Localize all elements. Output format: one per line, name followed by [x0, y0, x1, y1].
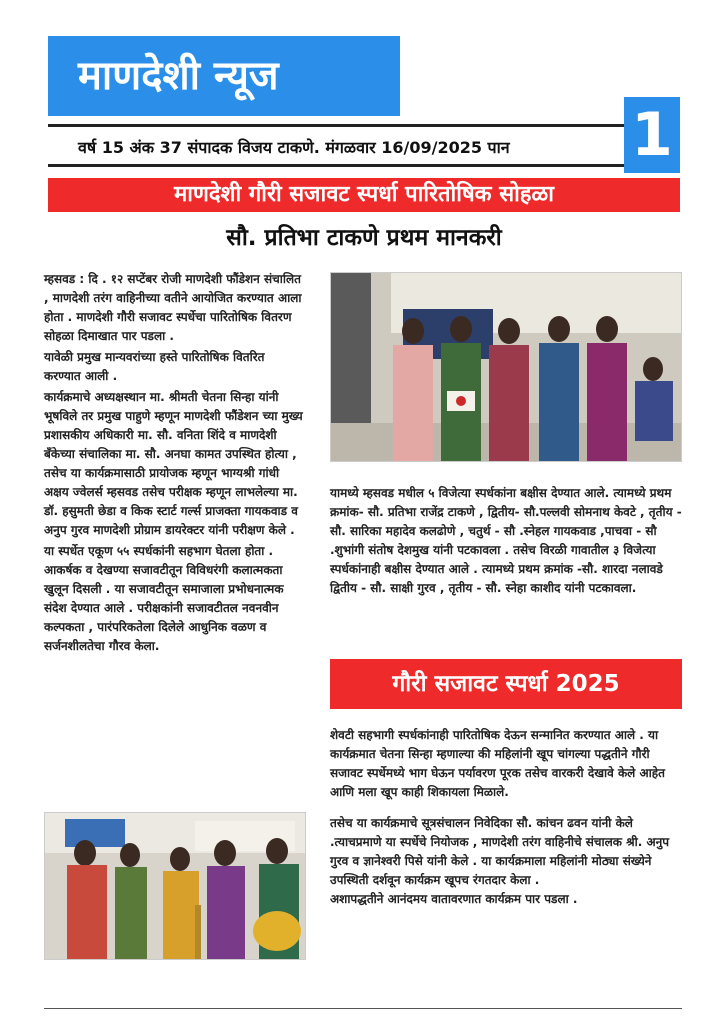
closing-paragraph: तसेच या कार्यक्रमाचे सूत्रसंचालन निवेदिका सौ. कांचन ढवन यांनी केले .त्याचप्रमाणे या स्पर्धेचे नियोजक , माणदेशी तरंग वाहिनीचे संचालक श्री. अनुप गुरव व ज्ञानेश्वरी पिसे यांनी केले . या कार्यक्रमाला महिलांनी मोठ्या संख्येने उपस्थिती दर्शवून कार्यक्रम खूपच रंगतदार केला . अशापद्धतीने आनंदमय वातावरणात कार्यक्रम पार पडला .: [330, 816, 670, 906]
closing-text-block: [330, 726, 686, 917]
left-column: [44, 270, 304, 658]
left-paragraph: यावेळी प्रमुख मान्यवरांच्या हस्ते पारितोषिक वितरित करण्यात आली .: [44, 350, 265, 383]
left-paragraph: या स्पर्धेत एकूण ५५ स्पर्धकांनी सहभाग घेतला होता . आकर्षक व देखण्या सजावटीतून विविधरंगी कलात्मकता खुलून दिसली . या सजावटीतून समाजाला प्रभोधनात्मक संदेश देण्यात आले . परीक्षकांनी सजावटीतल नवनवीन कल्पकता , पारंपरिकतेला दिलेले आधुनिक वळण व सर्जनशीलतेचा गौरव केला.: [44, 544, 284, 653]
left-paragraph: कार्यक्रमाचे अध्यक्षस्थान मा. श्रीमती चेतना सिन्हा यांनी भूषविले तर प्रमुख पाहुणे म्हणून माणदेशी फौंडेशन च्या मुख्य प्रशासकीय अधिकारी मा. सौ. वनिता शिंदे व माणदेशी बँकेच्या संचालिका मा. सौ. अनघा कामत उपस्थित होत्या , तसेच या कार्यक्रमासाठी प्रायोजक म्हणून भाग्यश्री गांधी अक्षय ज्वेलर्स म्हसवड तसेच परीक्षक म्हणून लाभलेल्या मा. डॉ. हसुमती छेडा व किक स्टार्ट गर्ल्स प्राजक्ता गायकवाड व अनुप गुरव माणदेशी प्रोग्राम डायरेक्टर यांनी परीक्षण केले .: [44, 390, 303, 537]
masthead-title: माणदेशी न्यूज: [48, 36, 400, 116]
section-banner: गौरी सजावट स्पर्धा 2025: [330, 659, 682, 709]
bottom-rule: [44, 1008, 682, 1009]
winners-text-block: [330, 484, 682, 606]
left-paragraph: म्हसवड : दि . १२ सप्टेंबर रोजी माणदेशी फौंडेशन संचालित , माणदेशी तरंग वाहिनीच्या वतीने आयोजित करण्यात आला होता . माणदेशी गौरी सजावट स्पर्धेचा पारितोषिक वितरण सोहळा दिमाखात पार पडला .: [44, 272, 302, 343]
event-photo-bottom-left: [44, 812, 306, 960]
dateline: वर्ष 15 अंक 37 संपादक विजय टाकणे. मंगळवार 16/09/2025 पान: [78, 138, 510, 157]
dateline-rule: [48, 164, 624, 167]
headline: माणदेशी गौरी सजावट स्पर्धा पारितोषिक सोहळा: [48, 178, 680, 212]
closing-paragraph: शेवटी सहभागी स्पर्धकांनाही पारितोषिक देऊन सन्मानित करण्यात आले . या कार्यक्रमात चेतना सिन्हा म्हणाल्या की महिलांनी खूप चांगल्या पद्धतीने गौरी सजावट स्पर्धेमध्ये भाग घेऊन पर्यावरण पूरक तसेच वारकरी देखावे केले आहेत आणि मला खूप काही शिकायला मिळाले.: [330, 728, 665, 799]
top-rule: [48, 124, 624, 127]
subheadline: सौ. प्रतिभा टाकणे प्रथम मानकरी: [226, 225, 502, 251]
page-number: 1: [624, 97, 680, 173]
winners-paragraph: यामध्ये म्हसवड मधील ५ विजेत्या स्पर्धकांना बक्षीस देण्यात आले. त्यामध्ये प्रथम क्रमांक- सौ. प्रतिभा राजेंद्र टाकणे , द्वितीय- सौ.पल्लवी सोमनाथ केवटे , तृतीय - सौ. सारिका महादेव कलढोणे , चतुर्थ - सौ .स्नेहल गायकवाड ,पाचवा - सौ .शुभांगी संतोष देशमुख यांनी पटकावला . तसेच विरळी गावातील ३ विजेत्या स्पर्धकांनाही बक्षीस देण्यात आले . त्यामध्ये प्रथम क्रमांक -सौ. शारदा नलावडे द्वितीय - सौ. साक्षी गुरव , तृतीय - सौ. स्नेहा काशीद यांनी पटकावला.: [330, 486, 682, 595]
event-photo-top-right: [330, 272, 682, 462]
